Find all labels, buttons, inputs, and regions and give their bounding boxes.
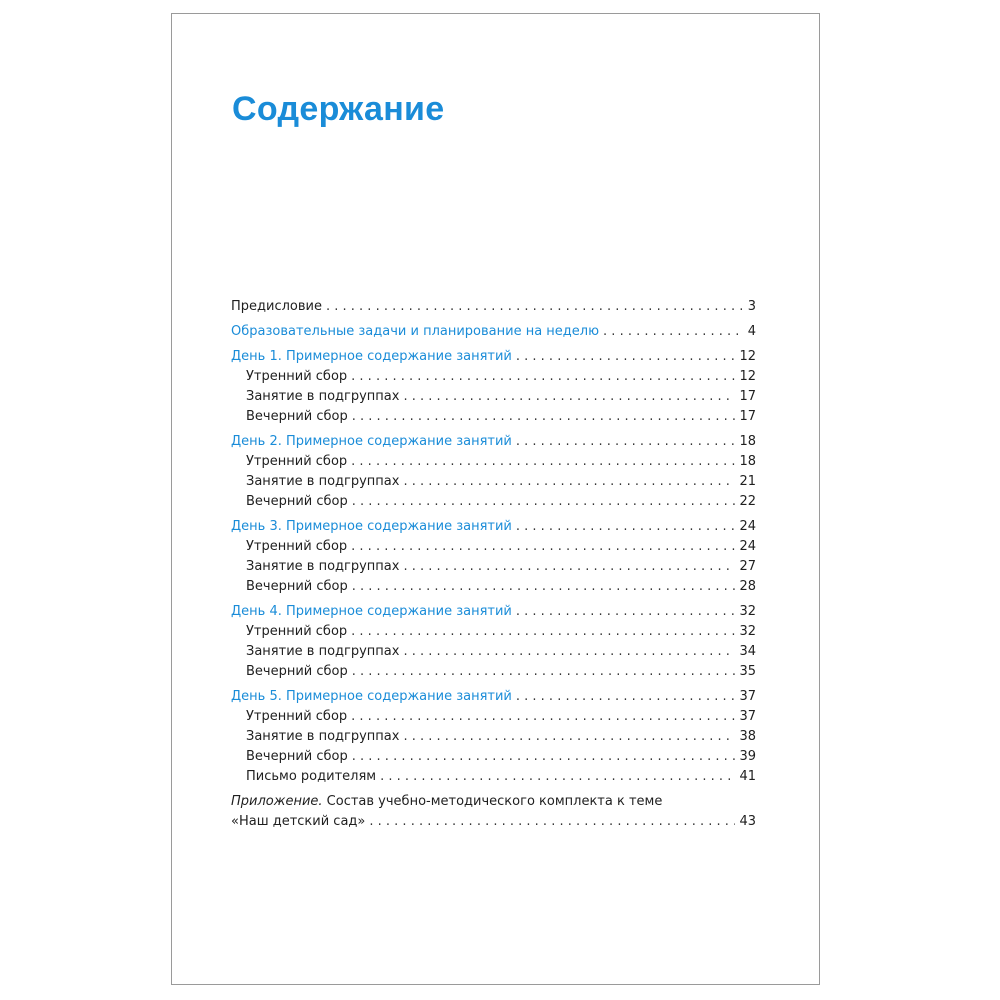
toc-page-number: 27 <box>739 559 756 574</box>
dot-leader <box>516 432 736 452</box>
dot-leader <box>352 407 736 427</box>
toc-page-number: 12 <box>739 369 756 384</box>
toc-page-number: 12 <box>739 349 756 364</box>
toc-entry-label: Вечерний сбор <box>246 409 348 424</box>
toc-entry-subsection[interactable] <box>231 492 756 512</box>
toc-entry-label: «Наш детский сад» <box>231 814 366 829</box>
toc-page-number: 17 <box>739 409 756 424</box>
toc-entry-subsection[interactable] <box>231 707 756 727</box>
dot-leader <box>369 812 735 832</box>
toc-entry-subsection[interactable] <box>231 407 756 427</box>
toc-entry-subsection[interactable] <box>231 727 756 747</box>
dot-leader <box>516 347 736 367</box>
toc-page-number: 4 <box>747 324 756 339</box>
appendix-line-2 <box>231 812 756 832</box>
toc-entry-label: Письмо родителям <box>246 769 377 784</box>
toc-entry-label: День 3. Примерное содержание занятий <box>231 519 512 534</box>
toc-page-number: 18 <box>739 434 756 449</box>
toc-entry-label: Утренний сбор <box>246 369 348 384</box>
toc-entry-label: Занятие в подгруппах <box>246 729 400 744</box>
toc-page-number: 38 <box>739 729 756 744</box>
toc-page-number: 22 <box>739 494 756 509</box>
toc-entry-label: Занятие в подгруппах <box>246 389 400 404</box>
dot-leader <box>351 707 735 727</box>
toc-entry-subsection[interactable] <box>231 622 756 642</box>
dot-leader <box>380 767 735 787</box>
toc-entry-label: Утренний сбор <box>246 454 348 469</box>
dot-leader <box>403 387 735 407</box>
dot-leader <box>352 747 736 767</box>
toc-entry-label: День 5. Примерное содержание занятий <box>231 689 512 704</box>
toc-page-number: 41 <box>739 769 756 784</box>
dot-leader <box>351 367 735 387</box>
toc-entry-subsection[interactable] <box>231 367 756 387</box>
dot-leader <box>326 297 744 317</box>
dot-leader <box>352 577 736 597</box>
toc-entry-subsection[interactable] <box>231 557 756 577</box>
appendix-prefix: Приложение. <box>231 794 323 809</box>
dot-leader <box>403 557 735 577</box>
toc-entry-foreword[interactable] <box>231 297 756 317</box>
toc-entry-label: Образовательные задачи и планирование на неделю <box>231 324 600 339</box>
toc-entry-label: Вечерний сбор <box>246 579 348 594</box>
appendix-text: Состав учебно-методического комплекта к теме <box>326 794 663 809</box>
toc-days <box>231 347 756 787</box>
toc-page-number: 28 <box>739 579 756 594</box>
dot-leader <box>352 492 736 512</box>
toc-entry-label: День 2. Примерное содержание занятий <box>231 434 512 449</box>
dot-leader <box>351 452 735 472</box>
toc-entry-subsection[interactable] <box>231 642 756 662</box>
toc-page-number: 39 <box>739 749 756 764</box>
dot-leader <box>403 727 735 747</box>
dot-leader <box>516 687 736 707</box>
toc-page-number: 32 <box>739 624 756 639</box>
dot-leader <box>403 472 735 492</box>
toc-entry-day-5[interactable] <box>231 687 756 707</box>
toc-page-number: 24 <box>739 519 756 534</box>
toc-entry-day-3[interactable] <box>231 517 756 537</box>
toc-entry-subsection[interactable] <box>231 387 756 407</box>
appendix-line-1 <box>231 792 756 812</box>
toc-entry-label: День 4. Примерное содержание занятий <box>231 604 512 619</box>
dot-leader <box>603 322 744 342</box>
toc-entry-label: Занятие в подгруппах <box>246 559 400 574</box>
toc-entry-subsection[interactable] <box>231 472 756 492</box>
toc-page-number: 32 <box>739 604 756 619</box>
toc-entry-planning[interactable] <box>231 322 756 342</box>
toc-page-number: 17 <box>739 389 756 404</box>
toc-entry-label: Вечерний сбор <box>246 749 348 764</box>
toc-entry-day-1[interactable] <box>231 347 756 367</box>
toc-entry-subsection[interactable] <box>231 577 756 597</box>
table-of-contents <box>231 297 756 832</box>
dot-leader <box>516 517 736 537</box>
toc-page-number: 3 <box>747 299 756 314</box>
dot-leader <box>351 537 735 557</box>
toc-entry-label: День 1. Примерное содержание занятий <box>231 349 512 364</box>
toc-page-number: 18 <box>739 454 756 469</box>
toc-entry-subsection[interactable] <box>231 662 756 682</box>
dot-leader <box>351 622 735 642</box>
dot-leader <box>516 602 736 622</box>
document-page <box>171 13 820 985</box>
toc-page-number: 34 <box>739 644 756 659</box>
toc-page-number: 43 <box>739 814 756 829</box>
toc-entry-subsection[interactable] <box>231 537 756 557</box>
toc-entry-label: Утренний сбор <box>246 709 348 724</box>
dot-leader <box>352 662 736 682</box>
toc-entry-label: Вечерний сбор <box>246 494 348 509</box>
toc-entry-label: Занятие в подгруппах <box>246 474 400 489</box>
toc-page-number: 37 <box>739 689 756 704</box>
toc-entry-label: Вечерний сбор <box>246 664 348 679</box>
toc-entry-label: Утренний сбор <box>246 539 348 554</box>
toc-page-number: 35 <box>739 664 756 679</box>
toc-entry-subsection[interactable] <box>231 452 756 472</box>
toc-entry-label: Утренний сбор <box>246 624 348 639</box>
toc-entry-label: Занятие в подгруппах <box>246 644 400 659</box>
page-title: Содержание <box>232 90 445 128</box>
toc-page-number: 37 <box>739 709 756 724</box>
toc-page-number: 24 <box>739 539 756 554</box>
dot-leader <box>403 642 735 662</box>
toc-entry-subsection[interactable] <box>231 747 756 767</box>
toc-entry-appendix[interactable] <box>231 792 756 832</box>
toc-page-number: 21 <box>739 474 756 489</box>
toc-entry-day-4[interactable] <box>231 602 756 622</box>
toc-entry-day-2[interactable] <box>231 432 756 452</box>
toc-entry-subsection[interactable] <box>231 767 756 787</box>
toc-entry-label: Предисловие <box>231 299 322 314</box>
